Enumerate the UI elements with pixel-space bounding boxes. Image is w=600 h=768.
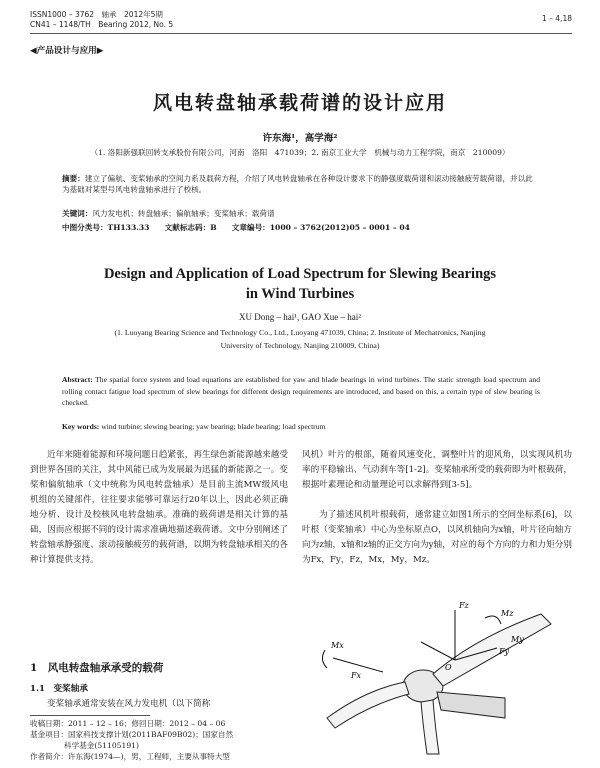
english-title-line2: in Wind Turbines bbox=[245, 286, 355, 302]
blade-upper bbox=[433, 614, 551, 686]
english-authors: XU Dong – hai¹, GAO Xue – hai² bbox=[239, 312, 361, 322]
header-rule bbox=[30, 33, 572, 34]
footnote-rule bbox=[30, 715, 150, 716]
english-affiliation-2: University of Technology, Nanjing 210009, China) bbox=[220, 341, 380, 350]
journal-issn-line: ISSN1000 – 3762 轴承 2012年5期 bbox=[30, 10, 163, 19]
section-1-1-title: 1.1 变桨轴承 bbox=[30, 684, 88, 694]
chinese-authors: 许东海¹，高学海² bbox=[262, 133, 338, 144]
chinese-affiliation: （1. 洛阳新强联回转支承股份有限公司，河南 洛阳 471039；2. 南京工业大学 机械与动力工程学院，南京 210009） bbox=[90, 148, 510, 157]
chinese-abstract bbox=[62, 173, 540, 195]
fund-line-1: 基金项目：国家科技支撑计划(2011BAF09B02)；国家自然 bbox=[30, 730, 234, 739]
figure-1-blade-diagram bbox=[305, 598, 573, 756]
page-range: 1 – 4,18 bbox=[542, 14, 572, 23]
label-my: My bbox=[511, 635, 524, 644]
nacelle-shape bbox=[437, 692, 505, 718]
right-paragraph-1: 风机）叶片的根部，随着风速变化，调整叶片的迎风角，以实现风机功率的平稳输出、气动刹车等[1-2]。变桨轴承所受的载荷即为叶根载荷，根据叶素理论和动量理论可以求解得到[3-5]。 bbox=[302, 450, 572, 490]
english-abstract-text: The spatial force system and load equations are established for yaw and blade bearings in wind turbines. The static strength load spectrum and rolling contact fatigue load spectrum of slew bearings for different design requirements are introduced, and based on this, a certain type of slew bearing is checked. bbox=[62, 375, 541, 408]
label-fz: Fz bbox=[459, 601, 469, 610]
mx-arc bbox=[322, 650, 327, 668]
intro-paragraph: 近年来随着能源和环境问题日趋紧张，再生绿色新能源越来越受到世界各国的关注，其中风能已成为发展最为迅猛的新能源之一。变桨和偏航轴承（文中统称为风电转盘轴承）是目前主流MW级风电机组的关键部件，往往要求能够可靠运行20年以上，因此必须正确地分析、设计及校核风电转盘轴承。准确的载荷谱是相关计算的基础，因而应根据不同的设计需求准确地描述载荷谱。文中分别阐述了转盘轴承静强度、滚动接触疲劳的载荷谱，以期为转盘轴承相关的各种计算提供支持。 bbox=[30, 450, 288, 565]
footnotes bbox=[30, 718, 288, 762]
label-mz: Mz bbox=[501, 609, 514, 618]
english-title-line1: Design and Application of Load Spectrum for Slewing Bearings bbox=[103, 266, 497, 282]
chinese-keywords-text: 风力发电机；转盘轴承；偏航轴承；变桨轴承；载荷谱 bbox=[92, 209, 275, 218]
chinese-keywords-label: 关键词： bbox=[62, 209, 93, 218]
english-abstract bbox=[62, 374, 540, 409]
author-bio-line-1: 作者简介：许东海(1974—)，男，工程师，主要从事特大型 bbox=[30, 752, 230, 761]
chinese-abstract-text: 建立了偏航、变桨轴承的空间力系及载荷方程，介绍了风电转盘轴承在各种设计要求下的静强度载荷谱和滚动接触疲劳载荷谱，并以此为基础对某型号风电转盘轴承进行了校核。 bbox=[62, 174, 533, 195]
blade-lower bbox=[421, 700, 439, 754]
english-title bbox=[0, 264, 600, 304]
x-axis-line bbox=[421, 642, 455, 660]
english-abstract-label: Abstract: bbox=[62, 375, 93, 384]
fund-line-2: 科学基金(51105191) bbox=[64, 741, 139, 750]
label-fx: Fx bbox=[351, 671, 362, 680]
journal-cn-line: CN41 – 1148/TH Bearing 2012, No. 5 bbox=[30, 20, 174, 29]
blade-left bbox=[327, 682, 409, 728]
english-keywords-label: Key words: bbox=[62, 422, 100, 431]
section-1-title: 1 风电转盘轴承承受的载荷 bbox=[30, 662, 164, 674]
section-tag: ◀产品设计与应用▶ bbox=[30, 46, 104, 56]
chinese-keywords bbox=[62, 208, 540, 219]
section-1-1-text: 变桨轴承通常安装在风力发电机（以下简称 bbox=[47, 699, 211, 709]
label-fy: Fy bbox=[499, 647, 510, 656]
fx-arrow bbox=[333, 658, 383, 672]
chinese-title: 风电转盘轴承载荷谱的设计应用 bbox=[152, 92, 447, 114]
mz-arc bbox=[485, 616, 501, 624]
label-mx: Mx bbox=[331, 641, 344, 650]
english-affiliation-1: (1. Luoyang Bearing Science and Technology Co., Ltd., Luoyang 471039, China; 2. Institute of Mechatronics, Nanjing bbox=[114, 328, 486, 337]
english-keywords-text: wind turbine; slewing bearing; yaw bearing; blade bearing; load spectrum bbox=[101, 422, 326, 431]
received-date: 收稿日期：2011 – 12 – 16；修回日期：2012 – 04 – 06 bbox=[30, 719, 226, 728]
chinese-abstract-label: 摘要： bbox=[62, 174, 85, 183]
label-origin: O bbox=[445, 663, 452, 672]
classification-line: 中图分类号：TH133.33 文献标志码：B 文章编号：1000 – 3762(2012)05 – 0001 – 04 bbox=[62, 223, 410, 232]
english-keywords bbox=[62, 421, 540, 432]
right-paragraph-2: 为了描述风机叶根载荷，通常建立如图1所示的空间坐标系[6]，以叶根（变桨轴承）中心为坐标原点O，以风机轴向为x轴，叶片径向轴方向为z轴，x轴和z轴的正交方向为y轴，对应的每个方向的力和力矩分别为Fx，Fy，Fz，Mx，My，Mz。 bbox=[302, 510, 572, 565]
